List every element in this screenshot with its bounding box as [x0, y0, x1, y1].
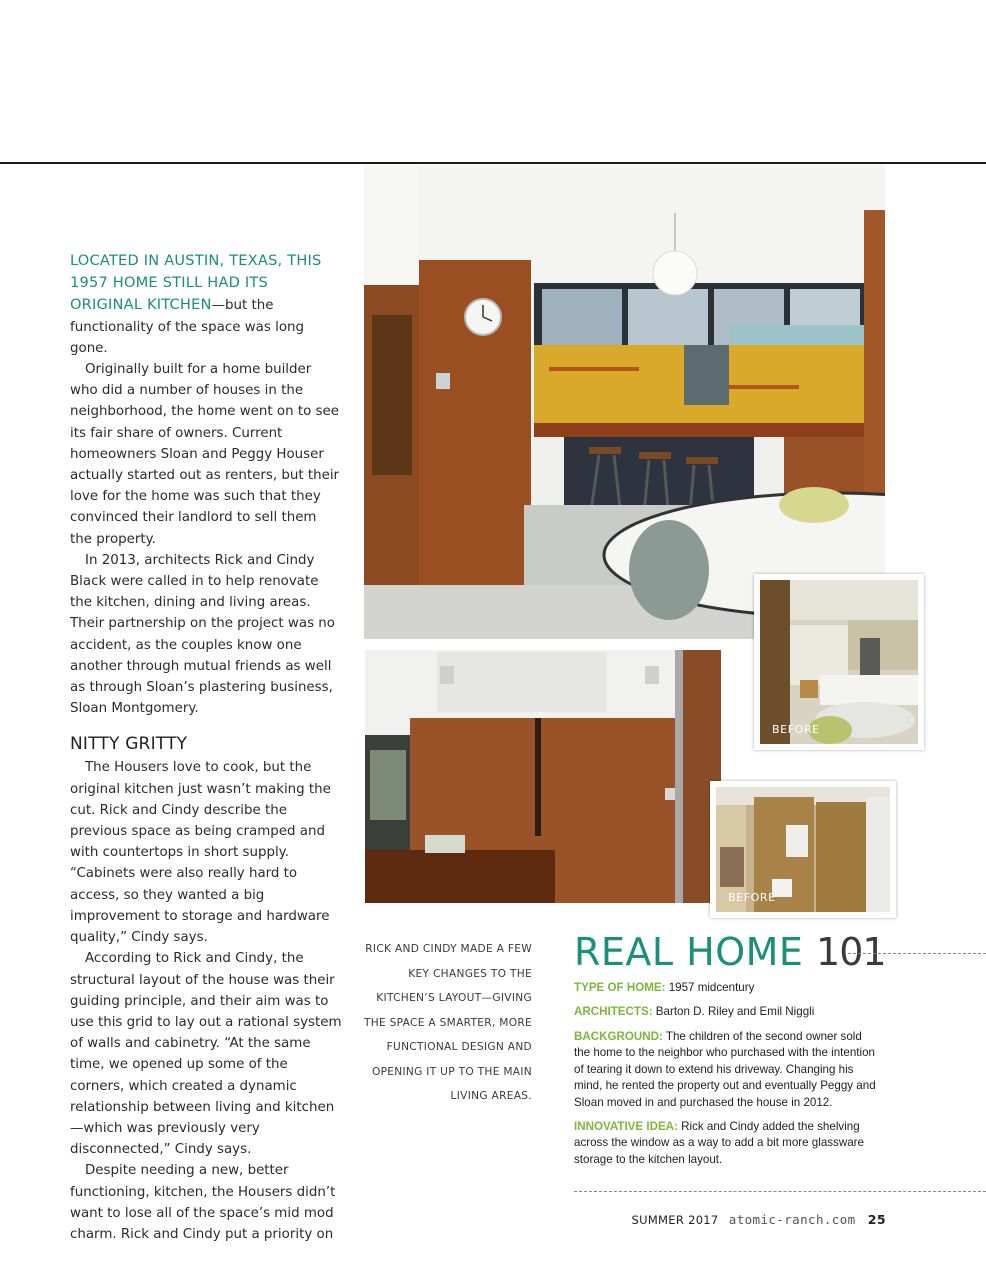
sidebar-title-number: 101 — [816, 930, 886, 974]
background-label: BACKGROUND: — [574, 1030, 663, 1043]
sidebar-innovative-idea — [574, 1119, 884, 1168]
cabinet-photo — [365, 650, 721, 903]
before-photo-2-image — [716, 787, 890, 912]
type-value: 1957 midcentury — [665, 981, 755, 994]
before-photo-2 — [710, 781, 896, 918]
before-photo-1 — [754, 574, 924, 750]
innovative-idea-value: Rick and Cindy added the shelving across the window as a way to add a bit more glassware storage to the kitchen layout. — [574, 1120, 864, 1166]
background-value: The children of the second owner sold the home to the neighbor who purchased with the intention of tearing it down to extend his driveway. Changing his mind, he rented the property out and eventually Peggy and Sloan moved in and purchased the house in 2012. — [574, 1030, 876, 1109]
sidebar-title — [574, 930, 886, 974]
kitchen-photo — [364, 165, 885, 639]
footer-issue: SUMMER 2017 — [631, 1213, 719, 1227]
architects-value: Barton D. Riley and Emil Niggli — [652, 1005, 815, 1018]
sidebar-type-of-home — [574, 980, 884, 996]
subhead-nitty-gritty: NITTY GRITTY — [70, 734, 188, 755]
paragraph-5: Despite needing a new, better functioning, kitchen, the Housers didn’t want to lose all of the space’s mid mod charm. Rick and Cindy put a priority on — [70, 1163, 336, 1242]
article-column — [70, 250, 342, 1245]
sidebar-architects — [574, 1004, 884, 1020]
sidebar-title-main: REAL HOME — [574, 930, 804, 974]
paragraph-2: In 2013, architects Rick and Cindy Black were called in to help renovate the kitchen, dining and living areas. Their partnership on the project was no accident, as the couples know one another through mutual friends as well as through Sloan’s plastering business, Sloan Montgomery. — [70, 552, 335, 717]
before-photo-1-illustration — [760, 580, 918, 744]
kitchen-photo-illustration — [364, 165, 885, 639]
sidebar-background — [574, 1029, 879, 1111]
page-number: 25 — [867, 1212, 886, 1227]
before-label-1: BEFORE — [772, 723, 820, 736]
sidebar-bottom-rule — [574, 1191, 986, 1192]
before-label-2: BEFORE — [728, 891, 776, 904]
lead-paragraph — [70, 250, 342, 359]
type-label: TYPE OF HOME: — [574, 981, 666, 994]
paragraph-3: The Housers love to cook, but the original kitchen just wasn’t making the cut. Rick and Cindy describe the previous space as being cramped and with countertops in short supply. “Cabinets were also really hard to access, so they wanted a big improvement to storage and hardware quality,” Cindy says. — [70, 760, 331, 946]
cabinet-photo-illustration — [365, 650, 721, 903]
architects-label: ARCHITECTS: — [574, 1005, 653, 1018]
before-photo-1-image — [760, 580, 918, 744]
lead-in-caps: LOCATED IN AUSTIN, TEXAS, THIS 1957 HOME STILL HAD ITS ORIGINAL KITCHEN — [70, 252, 322, 314]
innovative-idea-label: INNOVATIVE IDEA: — [574, 1120, 678, 1133]
top-rule — [0, 162, 986, 164]
sidebar-top-rule — [848, 953, 986, 954]
footer-website: atomic-ranch.com — [728, 1212, 856, 1227]
paragraph-4: According to Rick and Cindy, the structural layout of the house was their guiding principle, and their aim was to use this grid to lay out a rational system of walls and cabinetry. “At the same time, we opened up some of the corners, which created a dynamic relationship between living and kitchen—which was previously very disconnected,” Cindy says. — [70, 951, 342, 1158]
lead-rest: —but the functionality of the space was long gone. — [70, 298, 305, 356]
page-footer — [632, 1212, 887, 1227]
paragraph-1: Originally built for a home builder who did a number of houses in the neighborhood, the home went on to see its fair share of owners. Current homeowners Sloan and Peggy Houser actually started out as renters, but their love for the home was such that they convinced their landlord to sell them the property. — [70, 362, 340, 547]
photo-caption: RICK AND CINDY MADE A FEW KEY CHANGES TO THE KITCHEN’S LAYOUT—GIVING THE SPACE A SMARTER, MORE FUNCTIONAL DESIGN AND OPENING IT UP TO THE MAIN LIVING AREAS. — [363, 943, 532, 1102]
